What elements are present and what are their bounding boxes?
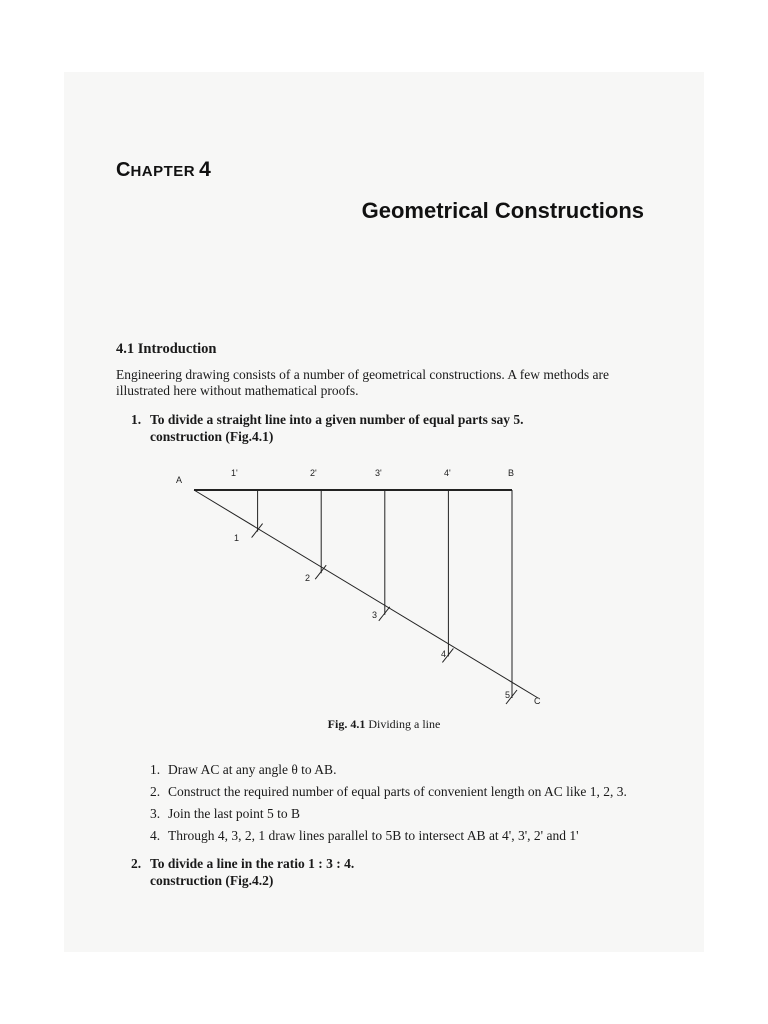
step-number: 2.: [150, 784, 161, 799]
step-text: Through 4, 3, 2, 1 draw lines parallel to 5B to intersect AB at 4', 3', 2' and 1': [168, 828, 579, 843]
step-text: Draw AC at any angle θ to AB.: [168, 762, 337, 777]
figure-caption: [0, 717, 768, 732]
item-1-subtitle: construction (Fig.4.1): [150, 429, 274, 444]
label-2: 2: [305, 573, 311, 583]
division-tick-3: [379, 607, 390, 621]
step-text: Construct the required number of equal parts of convenient length on AC like 1, 2, 3.: [168, 784, 627, 799]
step-number: 4.: [150, 828, 161, 843]
label-4: 4: [441, 649, 447, 659]
step-item: [150, 827, 670, 849]
chapter-initial: C: [116, 159, 131, 181]
item-1-number: 1.: [131, 412, 142, 427]
label-3: 3: [372, 610, 378, 620]
label-3-prime: 3': [375, 468, 382, 478]
steps-list: [150, 761, 670, 849]
label-2-prime: 2': [310, 468, 317, 478]
step-item: [150, 783, 670, 805]
item-1-heading: [131, 411, 524, 445]
item-2-subtitle: construction (Fig.4.2): [150, 873, 274, 888]
label-a: A: [176, 475, 183, 485]
step-number: 3.: [150, 806, 161, 821]
caption-text: Dividing a line: [368, 717, 441, 731]
label-1-prime: 1': [231, 468, 238, 478]
step-number: 1.: [150, 762, 161, 777]
label-4-prime: 4': [444, 468, 451, 478]
item-2-number: 2.: [131, 856, 142, 871]
line-ac: [194, 490, 538, 698]
step-text: Join the last point 5 to B: [168, 806, 301, 821]
figure-dividing-line: [160, 460, 580, 710]
label-1: 1: [234, 533, 240, 543]
chapter-number: 4: [199, 158, 211, 181]
chapter-label: [116, 158, 211, 182]
page-title: Geometrical Constructions: [361, 198, 644, 223]
step-item: [150, 761, 670, 783]
item-2-heading: [131, 855, 354, 889]
intro-paragraph: Engineering drawing consists of a number of geometrical constructions. A few methods are illustrated here without mathematical proofs.: [116, 367, 609, 398]
chapter-word: HAPTER: [130, 163, 196, 180]
label-c: C: [534, 696, 541, 706]
caption-number: Fig. 4.1: [327, 717, 366, 731]
item-2-title: To divide a line in the ratio 1 : 3 : 4.: [150, 856, 355, 871]
label-5: 5: [505, 690, 511, 700]
section-heading: 4.1 Introduction: [116, 341, 217, 357]
label-b: B: [508, 468, 515, 478]
step-item: [150, 805, 670, 827]
item-1-title: To divide a straight line into a given number of equal parts say 5.: [150, 412, 524, 427]
